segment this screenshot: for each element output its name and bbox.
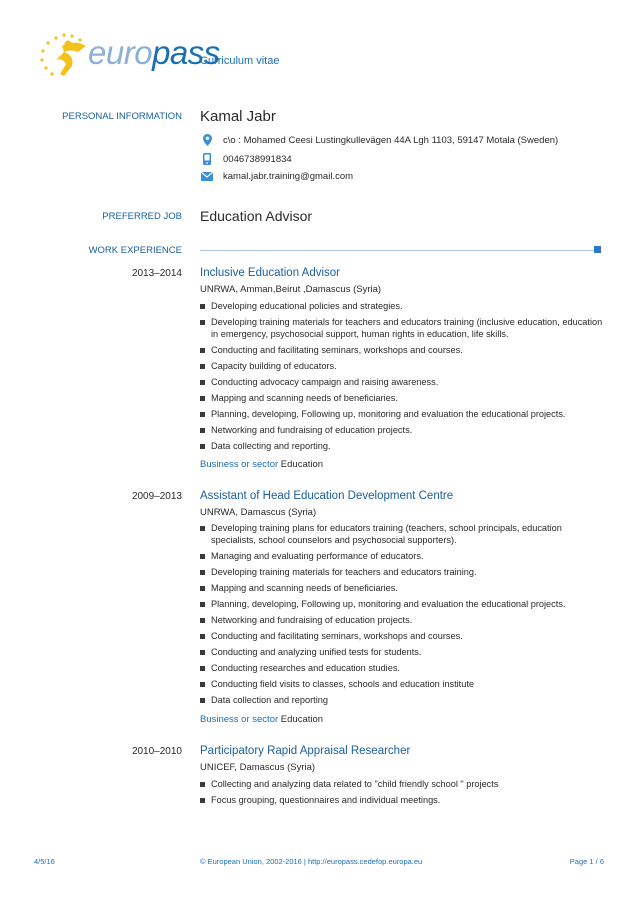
job-dates: 2010–2010 bbox=[131, 746, 182, 757]
job-dates: 2009–2013 bbox=[131, 491, 182, 502]
work-experience-label: WORK EXPERIENCE bbox=[88, 245, 182, 256]
business-sector: Business or sector Education bbox=[200, 714, 324, 725]
footer-copyright-link[interactable]: © European Union, 2002-2016 | http://europass.cedefop.europa.eu bbox=[200, 857, 423, 866]
job-duties-list bbox=[200, 779, 604, 811]
list-item: Planning, developing, Following up, monitoring and evaluation the educational projects. bbox=[200, 599, 604, 611]
list-item: Conducting and facilitating seminars, workshops and courses. bbox=[200, 345, 604, 357]
person-name: Kamal Jabr bbox=[200, 108, 276, 125]
list-item: Developing training materials for teachers and educators training (inclusive education, education in emergency, psychosocial support, human rights in education, life skills. bbox=[200, 317, 604, 340]
list-item: Conducting and facilitating seminars, workshops and courses. bbox=[200, 631, 604, 643]
list-item: Mapping and scanning needs of beneficiaries. bbox=[200, 583, 604, 595]
job-duties-list bbox=[200, 523, 604, 711]
section-divider bbox=[200, 250, 594, 251]
list-item: Developing educational policies and strategies. bbox=[200, 301, 604, 313]
mobile-phone-icon bbox=[200, 153, 214, 165]
list-item: Data collection and reporting bbox=[200, 695, 604, 707]
footer-date: 4/5/16 bbox=[34, 857, 55, 866]
list-item: Conducting advocacy campaign and raising awareness. bbox=[200, 377, 604, 389]
footer-page-number: Page 1 / 6 bbox=[569, 857, 604, 866]
phone-row bbox=[200, 153, 292, 165]
job-title: Assistant of Head Education Development Centre bbox=[200, 490, 454, 502]
list-item: Conducting researches and education studies. bbox=[200, 663, 604, 675]
business-sector: Business or sector Education bbox=[200, 459, 324, 470]
job-title: Participatory Rapid Appraisal Researcher bbox=[200, 745, 411, 757]
section-divider-square bbox=[594, 246, 601, 253]
cv-label: Curriculum vitae bbox=[200, 55, 280, 67]
europass-logo bbox=[34, 32, 220, 80]
job-employer: UNRWA, Damascus (Syria) bbox=[200, 507, 317, 518]
list-item: Capacity building of educators. bbox=[200, 361, 604, 373]
address-row bbox=[200, 134, 558, 146]
list-item: Networking and fundraising of education projects. bbox=[200, 615, 604, 627]
list-item: Data collecting and reporting. bbox=[200, 441, 604, 453]
job-title: Inclusive Education Advisor bbox=[200, 267, 340, 279]
envelope-icon bbox=[200, 172, 214, 181]
email-link[interactable]: kamal.jabr.training@gmail.com bbox=[223, 171, 354, 182]
list-item: Planning, developing, Following up, monitoring and evaluation the educational projects. bbox=[200, 409, 604, 421]
email-row bbox=[200, 171, 353, 182]
phone-number[interactable]: 0046738991834 bbox=[223, 153, 292, 165]
job-employer: UNRWA, Amman,Beirut ,Damascus (Syria) bbox=[200, 284, 382, 295]
preferred-job-value: Education Advisor bbox=[200, 208, 313, 224]
list-item: Managing and evaluating performance of educators. bbox=[200, 551, 604, 563]
location-pin-icon bbox=[200, 134, 214, 146]
list-item: Developing training plans for educators training (teachers, school principals, education specialists, school counselors and psychosocial supporters). bbox=[200, 523, 604, 546]
list-item: Focus grouping, questionnaires and individual meetings. bbox=[200, 795, 604, 807]
job-duties-list bbox=[200, 301, 604, 457]
job-dates: 2013–2014 bbox=[131, 268, 182, 279]
list-item: Networking and fundraising of education projects. bbox=[200, 425, 604, 437]
personal-information-label: PERSONAL INFORMATION bbox=[62, 111, 182, 122]
list-item: Mapping and scanning needs of beneficiaries. bbox=[200, 393, 604, 405]
address-text: c\o : Mohamed Ceesi Lustingkullevägen 44A Lgh 1103, 59147 Motala (Sweden) bbox=[223, 134, 559, 146]
list-item: Conducting and analyzing unified tests for students. bbox=[200, 647, 604, 659]
europass-wordmark: europass bbox=[88, 34, 220, 71]
list-item: Conducting field visits to classes, schools and education institute bbox=[200, 679, 604, 691]
preferred-job-label: PREFERRED JOB bbox=[102, 211, 182, 222]
job-employer: UNICEF, Damascus (Syria) bbox=[200, 762, 316, 773]
list-item: Collecting and analyzing data related to "child friendly school " projects bbox=[200, 779, 604, 791]
list-item: Developing training materials for teachers and educators training. bbox=[200, 567, 604, 579]
